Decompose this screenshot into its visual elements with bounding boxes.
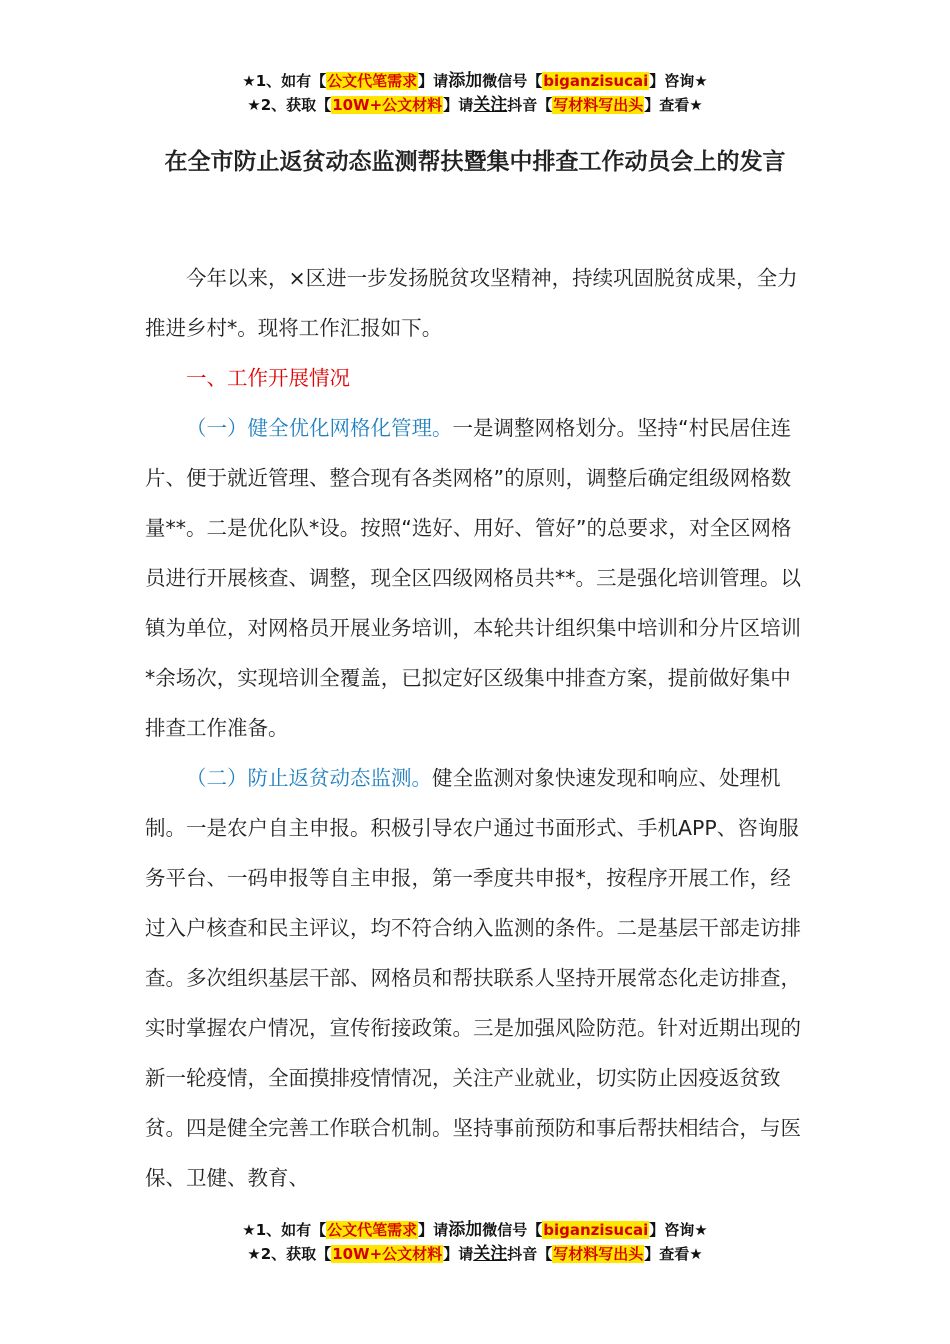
promo-text: ★1、如有【 (242, 1221, 327, 1239)
promo-text: 】请 (443, 1245, 474, 1263)
bottom-promo-banner (0, 1218, 950, 1266)
promo-douyin-id: 写材料写出头 (553, 96, 644, 114)
promo-text: 】咨询★ (649, 72, 708, 90)
promo-text: 】查看★ (644, 96, 703, 114)
promo-highlight: 公文代笔需求 (327, 1221, 418, 1239)
promo-emphasis: 添加 (448, 1220, 483, 1240)
promo-text: 】请 (443, 96, 474, 114)
promo-text: 抖音【 (507, 1245, 553, 1263)
paragraph-text: 健全监测对象快速发现和响应、处理机制。一是农户自主申报。积极引导农户通过书面形式、手机APP、咨询服务平台、一码申报等自主申报，第一季度共申报*，按程序开展工作，经过入户核查和民主评议，均不符合纳入监测的条件。二是基层干部走访排查。多次组织基层干部、网格员和帮扶联系人坚持开展常态化走访排查，实时掌握农户情况，宣传衔接政策。三是加强风险防范。针对近期出现的新一轮疫情，全面摸排疫情情况，关注产业就业，切实防止因疫返贫致贫。四是健全完善工作联合机制。坚持事前预防和事后帮扶相结合，与医保、卫健、教育、 (145, 766, 801, 1190)
promo-text: ★2、获取【 (247, 1245, 332, 1263)
promo-line-2 (0, 93, 950, 117)
document-body (145, 253, 805, 1203)
promo-text: ★2、获取【 (247, 96, 332, 114)
body-paragraph (145, 753, 805, 1203)
subsection-heading: （二）防止返贫动态监测。 (186, 766, 432, 790)
promo-emphasis: 添加 (448, 71, 483, 91)
promo-text: 】查看★ (644, 1245, 703, 1263)
promo-text: 】请 (418, 72, 449, 90)
section-heading: 一、工作开展情况 (186, 366, 350, 390)
promo-line-2 (0, 1242, 950, 1266)
intro-paragraph: 今年以来，×区进一步发扬脱贫攻坚精神，持续巩固脱贫成果，全力推进乡村*。现将工作汇报如下。 (145, 266, 798, 340)
promo-emphasis: 关注 (473, 95, 508, 115)
promo-text: 】请 (418, 1221, 449, 1239)
paragraph-text: 一是调整网格划分。坚持“村民居住连片、便于就近管理、整合现有各类网格”的原则，调整后确定组级网格数量**。二是优化队*设。按照“选好、用好、管好”的总要求，对全区网格员进行开展核查、调整，现全区四级网格员共**。三是强化培训管理。以镇为单位，对网格员开展业务培训，本轮共计组织集中培训和分片区培训*余场次，实现培训全覆盖，已拟定好区级集中排查方案，提前做好集中排查工作准备。 (145, 416, 801, 740)
promo-text: 微信号【 (482, 1221, 543, 1239)
promo-text: 微信号【 (482, 72, 543, 90)
promo-line-1 (0, 69, 950, 93)
promo-highlight: 公文代笔需求 (327, 72, 418, 90)
promo-text: 抖音【 (507, 96, 553, 114)
promo-highlight: 10W+公文材料 (332, 96, 443, 114)
promo-text: 】咨询★ (649, 1221, 708, 1239)
subsection-heading: （一）健全优化网格化管理。 (186, 416, 453, 440)
promo-line-1 (0, 1218, 950, 1242)
promo-emphasis: 关注 (473, 1244, 508, 1264)
top-promo-banner (0, 69, 950, 117)
promo-wechat-id: biganzisucai (543, 72, 649, 90)
promo-text: ★1、如有【 (242, 72, 327, 90)
body-paragraph (145, 403, 805, 753)
promo-highlight: 10W+公文材料 (332, 1245, 443, 1263)
document-title: 在全市防止返贫动态监测帮扶暨集中排查工作动员会上的发言 (164, 149, 786, 175)
promo-douyin-id: 写材料写出头 (553, 1245, 644, 1263)
promo-wechat-id: biganzisucai (543, 1221, 649, 1239)
